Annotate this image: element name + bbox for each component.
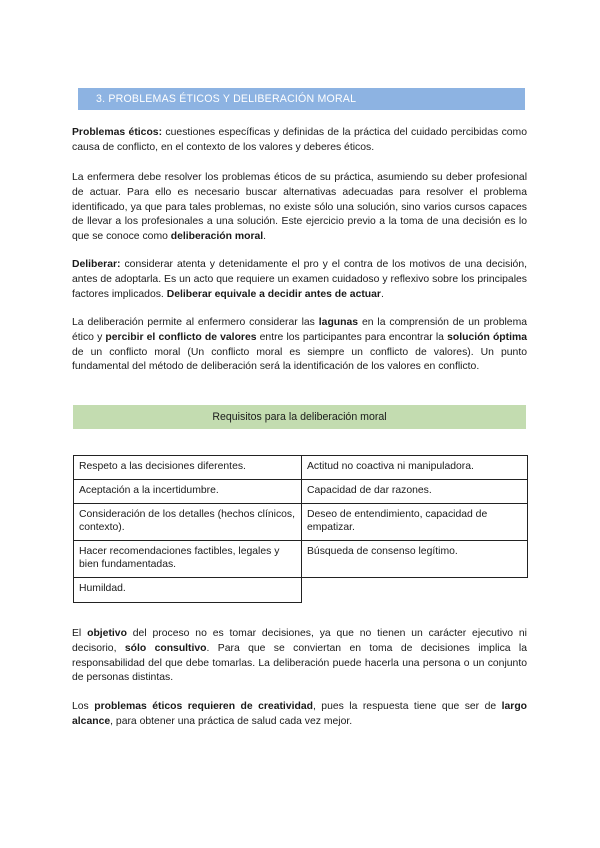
paragraph-end: . bbox=[380, 288, 384, 300]
bold-percibir-conflicto: percibir el conflicto de valores bbox=[105, 331, 257, 343]
bold-solucion-optima: solución óptima bbox=[447, 331, 528, 343]
table-cell: Aceptación a la incertidumbre. bbox=[74, 480, 302, 504]
paragraph-text: entre los participantes para encontrar la bbox=[256, 331, 448, 343]
paragraph-problemas-eticos bbox=[72, 126, 527, 156]
table-cell: Humildad. bbox=[74, 578, 302, 603]
paragraph-text: del proceso no es tomar decisiones, ya que no tienen un carácter ejecutivo ni decisorio, bbox=[72, 628, 527, 654]
paragraph-text: La deliberación permite al enfermero considerar las bbox=[72, 317, 319, 328]
paragraph-enfermera bbox=[72, 171, 527, 245]
paragraph-text: La enfermera debe resolver los problemas éticos de su práctica, asumiendo su deber profesional de actuar. Para ello es necesario buscar alternativas adecuadas para resolver el problema identificado, ya que para tales problemas, no existe sólo una solución, sino varios cursos capaces de llevar a los profesionales a una solución. Este ejercicio previo a la toma de una decisión es lo que se conoce como bbox=[72, 172, 527, 243]
paragraph-objetivo bbox=[72, 627, 527, 686]
section-heading: 3. PROBLEMAS ÉTICOS Y DELIBERACIÓN MORAL bbox=[78, 88, 525, 110]
table-cell: Deseo de entendimiento, capacidad de empatizar. bbox=[302, 504, 528, 541]
requirements-table bbox=[73, 455, 528, 603]
table-row bbox=[74, 456, 528, 480]
table-cell: Capacidad de dar razones. bbox=[302, 480, 528, 504]
paragraph-text: , pues la respuesta tiene que ser de bbox=[312, 701, 502, 712]
paragraph-text: El bbox=[72, 628, 88, 639]
paragraph-text: , para obtener una práctica de salud cada vez mejor. bbox=[110, 715, 353, 727]
table-cell: Consideración de los detalles (hechos clínicos, contexto). bbox=[74, 504, 302, 541]
table-cell: Hacer recomendaciones factibles, legales y bien fundamentadas. bbox=[74, 541, 302, 578]
term-problemas-eticos: Problemas éticos: bbox=[72, 127, 163, 138]
bold-objetivo: objetivo bbox=[87, 628, 127, 639]
table-cell: Actitud no coactiva ni manipuladora. bbox=[302, 456, 528, 480]
table-cell: Respeto a las decisiones diferentes. bbox=[74, 456, 302, 480]
paragraph-text: en la comprensión de un problema ético y bbox=[72, 317, 528, 343]
paragraph-deliberar bbox=[72, 258, 527, 302]
paragraph-text: de un conflicto moral (Un conflicto moral es siempre un conflicto de valores). Un punto fundamental del método de deliberación será la identificación de los valores en conflicto. bbox=[72, 346, 527, 373]
table-cell: Búsqueda de consenso legítimo. bbox=[302, 541, 528, 578]
bold-lagunas: lagunas bbox=[318, 317, 359, 328]
paragraph-creatividad bbox=[72, 700, 527, 730]
table-row bbox=[74, 541, 528, 578]
table-cell-empty bbox=[302, 578, 528, 603]
paragraph-deliberacion-permite bbox=[72, 316, 527, 375]
table-row bbox=[74, 480, 528, 504]
bold-solo-consultivo: sólo consultivo bbox=[124, 642, 207, 654]
table-row bbox=[74, 504, 528, 541]
requirements-heading: Requisitos para la deliberación moral bbox=[73, 405, 526, 429]
bold-problemas-creatividad: problemas éticos requieren de creatividad bbox=[94, 701, 313, 712]
definition-text: cuestiones específicas y definidas de la práctica del cuidado percibidas como causa de conflicto, en el contexto de los valores y deberes éticos. bbox=[72, 127, 527, 153]
paragraph-text: Los bbox=[72, 701, 95, 712]
bold-largo-alcance: largo alcance bbox=[72, 701, 528, 727]
term-deliberar: Deliberar: bbox=[72, 259, 121, 270]
bold-deliberar-equivale: Deliberar equivale a decidir antes de actuar bbox=[166, 288, 381, 300]
paragraph-text: . Para que se conviertan en toma de decisiones implica la responsabilidad del que debe tomarlas. La deliberación puede hacerla una persona o un conjunto de personas distintas. bbox=[72, 642, 527, 684]
paragraph-end: . bbox=[263, 231, 267, 243]
definition-text: considerar atenta y detenidamente el pro y el contra de los motivos de una decisión, antes de adoptarla. Es un acto que requiere un examen cuidadoso y reflexivo sobre los principales factores implicados. bbox=[72, 259, 527, 300]
bold-deliberacion-moral: deliberación moral bbox=[170, 231, 264, 243]
table-row bbox=[74, 578, 528, 603]
